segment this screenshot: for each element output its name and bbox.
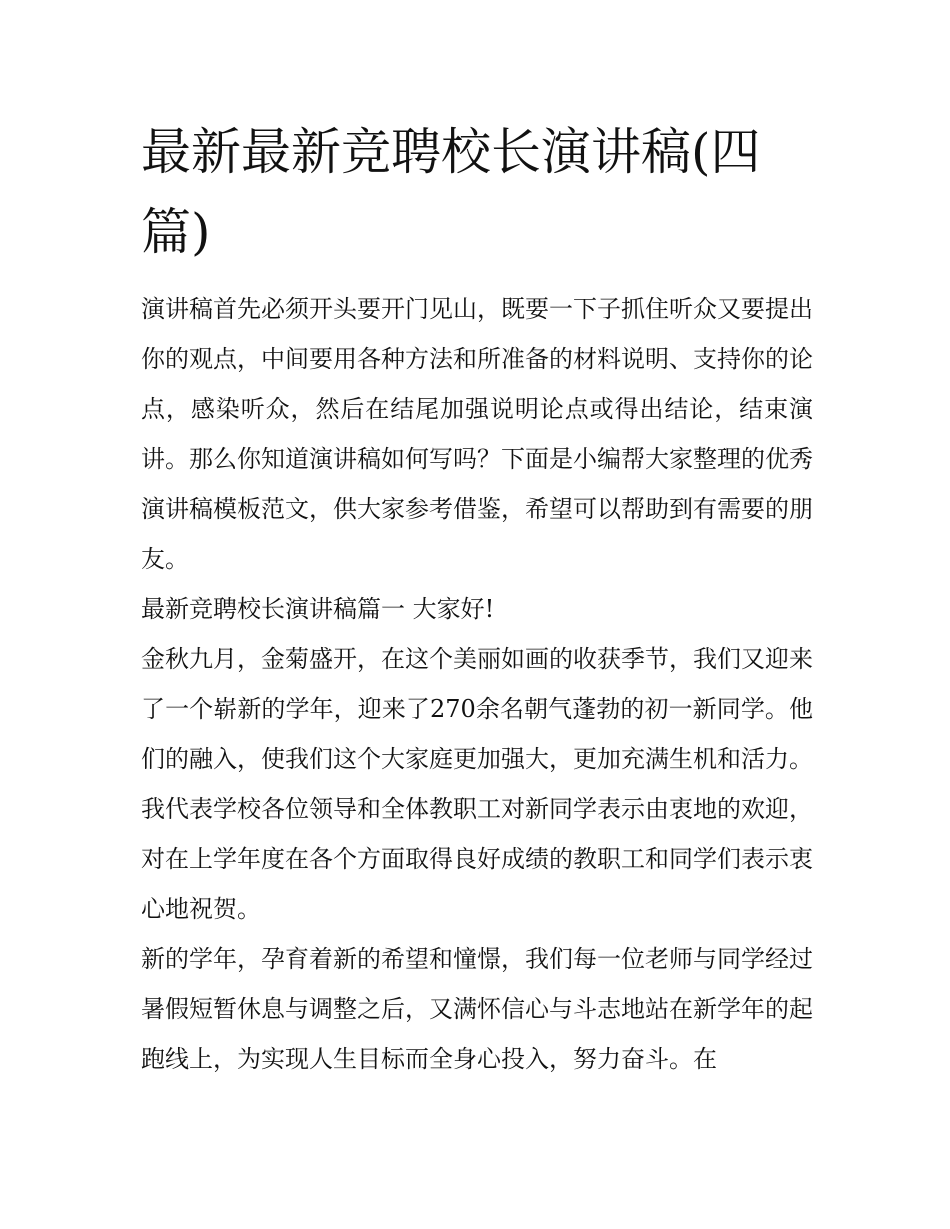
- document-title: 最新最新竞聘校长演讲稿(四篇): [141, 123, 761, 261]
- paragraph-welcome: 金秋九月，金菊盛开，在这个美丽如画的收获季节，我们又迎来了一个崭新的学年，迎来了270余名朝气蓬勃的初一新同学。他们的融入，使我们这个大家庭更加强大，更加充满生机和活力。我代表学校各位领导和全体教职工对新同学表示由衷地的欢迎，对在上学年度在各个方面取得良好成绩的教职工和同学们表示衷心地祝贺。: [141, 645, 813, 923]
- paragraph-section-heading: 最新竞聘校长演讲稿篇一 大家好!: [141, 595, 495, 623]
- document-body: [141, 112, 813, 1084]
- paragraph-new-year: 新的学年，孕育着新的希望和憧憬，我们每一位老师与同学经过暑假短暂休息与调整之后，又满怀信心与斗志地站在新学年的起跑线上，为实现人生目标而全身心投入，努力奋斗。在: [141, 945, 813, 1073]
- paragraph-intro: 演讲稿首先必须开头要开门见山，既要一下子抓住听众又要提出你的观点，中间要用各种方法和所准备的材料说明、支持你的论点，感染听众，然后在结尾加强说明论点或得出结论，结束演讲。那么你知道演讲稿如何写吗？下面是小编帮大家整理的优秀演讲稿模板范文，供大家参考借鉴，希望可以帮助到有需要的朋友。: [141, 295, 813, 573]
